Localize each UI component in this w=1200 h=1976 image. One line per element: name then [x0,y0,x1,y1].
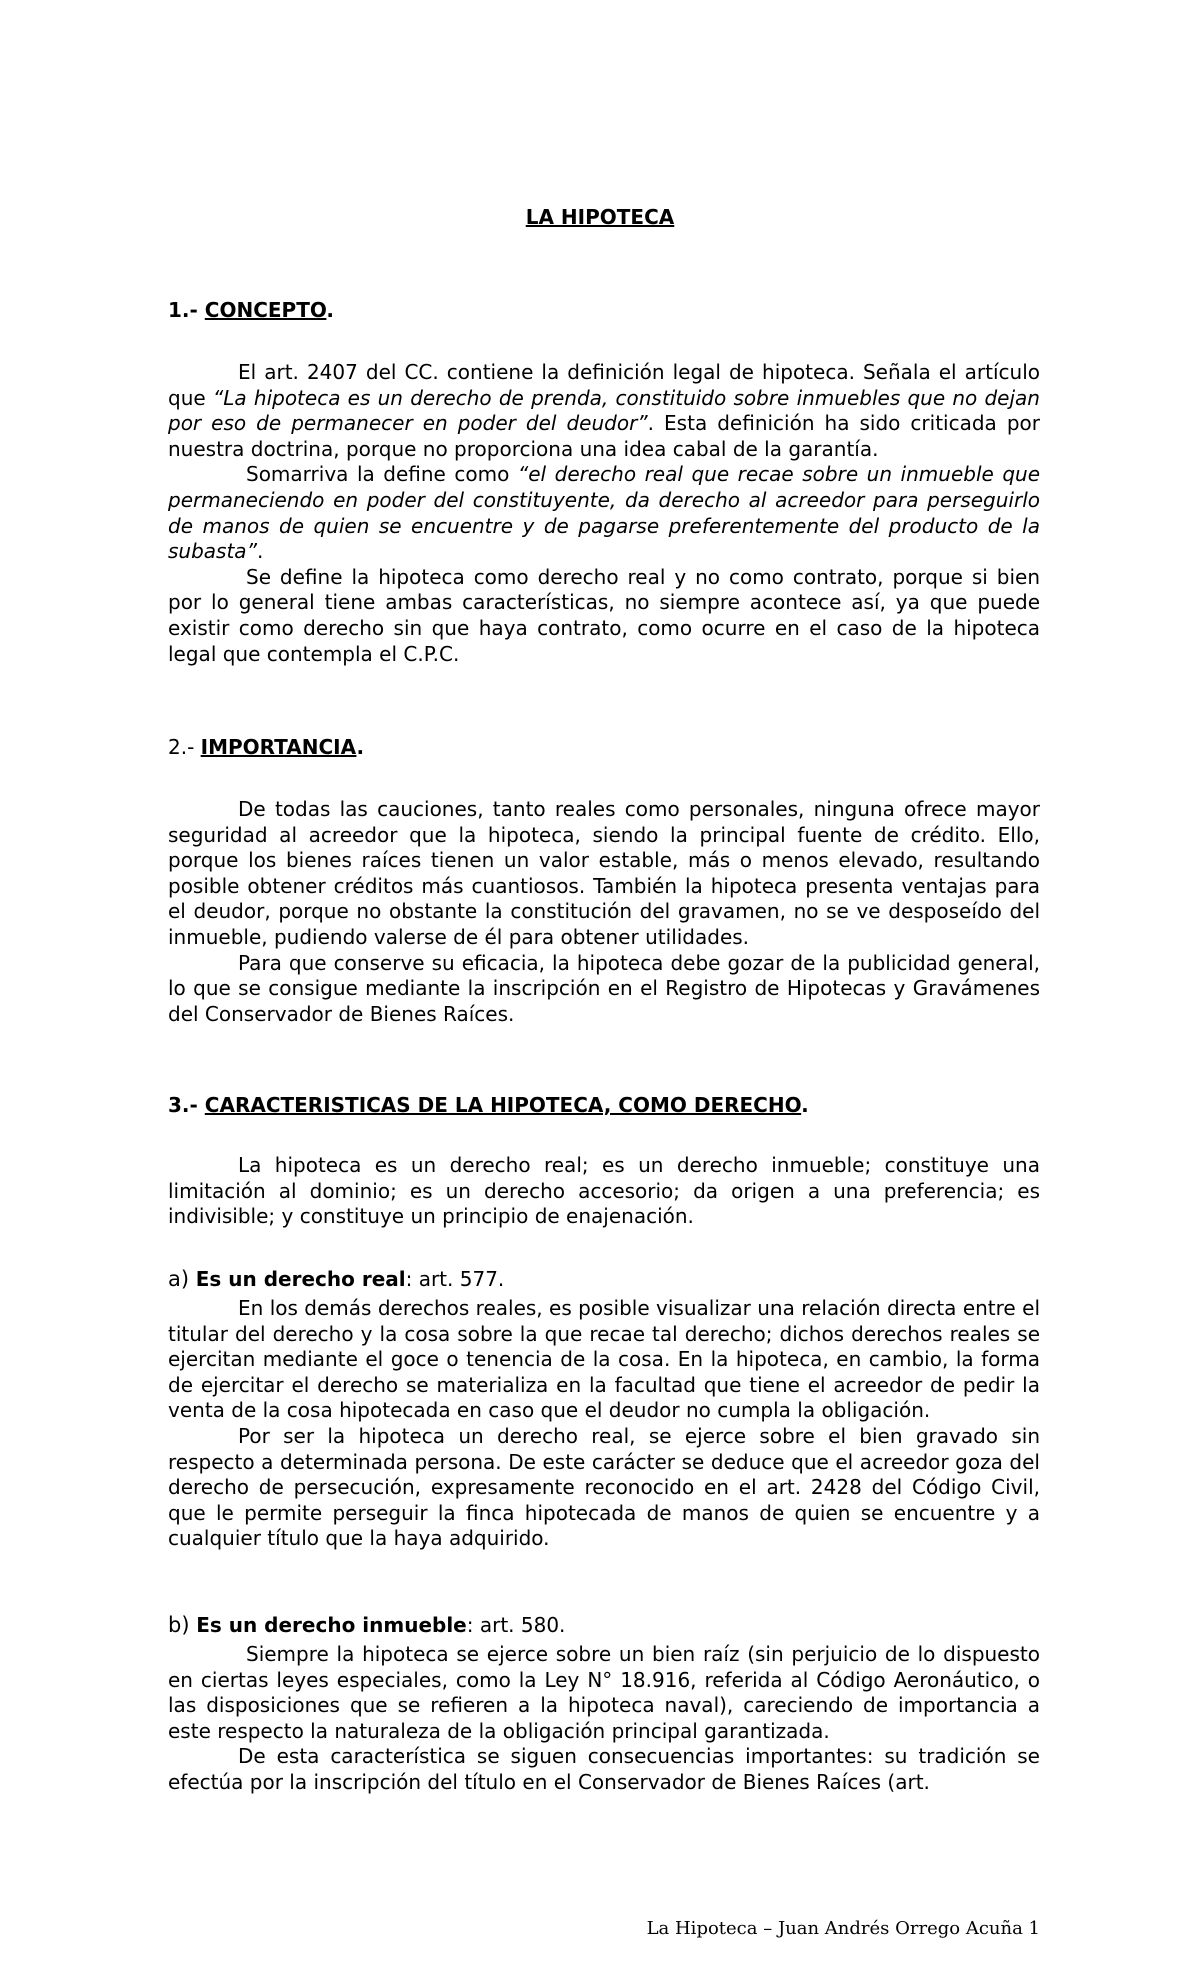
section-title: CONCEPTO [204,298,327,322]
paragraph: Se define la hipoteca como derecho real y no como contrato, porque si bien por lo general tiene ambas características, no siempre acontece así, ya que puede existir como derecho sin que haya contrato, como ocurre en el caso de la hipoteca legal que contempla el C.P.C. [168,564,1040,666]
subsection-heading-derecho-inmueble [168,1613,565,1637]
section-title: CARACTERISTICAS DE LA HIPOTECA, COMO DERECHO [204,1093,802,1117]
page-footer: La Hipoteca – Juan Andrés Orrego Acuña 1 [646,1918,1040,1939]
section-number: 3.- [168,1093,205,1117]
subsection-body-derecho-real [168,1296,1040,1552]
section-heading-importancia [168,735,364,759]
subsection-letter: b) [168,1613,197,1637]
section-period: . [356,735,365,759]
document-title: LA HIPOTECA [525,205,675,229]
paragraph: De esta característica se siguen consecuencias importantes: su tradición se efectúa por la inscripción del título en el Conservador de Bienes Raíces (art. [168,1744,1040,1794]
section-number: 2.- [168,735,201,759]
paragraph: Siempre la hipoteca se ejerce sobre un bien raíz (sin perjuicio de lo dispuesto en ciertas leyes especiales, como la Ley N° 18.916, referida al Código Aeronáutico, o las disposiciones que se refieren a la hipoteca naval), careciendo de importancia a este respecto la naturaleza de la obligación principal garantizada. [168,1642,1040,1743]
subsection-reference: : art. 580. [466,1613,566,1637]
section-number: 1.- [168,298,205,322]
paragraph: Para que conserve su eficacia, la hipoteca debe gozar de la publicidad general, lo que se consigue mediante la inscripción en el Registro de Hipotecas y Gravámenes del Conservador de Bienes Raíces. [168,950,1040,1026]
paragraph [168,360,1040,462]
subsection-body-derecho-inmueble [168,1642,1040,1796]
paragraph [168,462,1040,564]
section-period: . [801,1093,809,1117]
paragraph-text: . [256,539,264,564]
subsection-letter: a) [168,1267,196,1291]
subsection-heading-derecho-real [168,1267,504,1291]
paragraph-text: El art. 2407 del CC. contiene la definición legal de hipoteca. Señala el artículo que [168,360,1040,410]
section-period: . [326,298,335,322]
subsection-reference: : art. 577. [405,1267,505,1291]
section-body-importancia [168,797,1040,1027]
subsection-title: Es un derecho real [195,1267,406,1291]
section-title: IMPORTANCIA [200,735,357,759]
section-body-caracteristicas [168,1153,1040,1230]
legal-quote: “La hipoteca es un derecho de prenda, constituido sobre inmuebles que no dejan por eso de permanecer en poder del deudor” [168,385,1040,436]
paragraph-text: Somarriva la define como [246,462,518,487]
paragraph: La hipoteca es un derecho real; es un derecho inmueble; constituye una limitación al dominio; es un derecho accesorio; da origen a una preferencia; es indivisible; y constituye un principio de enajenación. [168,1153,1040,1229]
section-heading-concepto [168,298,334,322]
paragraph: Por ser la hipoteca un derecho real, se ejerce sobre el bien gravado sin respecto a determinada persona. De este carácter se deduce que el acreedor goza del derecho de persecución, expresamente reconocido en el art. 2428 del Código Civil, que le permite perseguir la finca hipotecada de manos de quien se encuentre y a cualquier título que la haya adquirido. [168,1423,1040,1551]
doctrine-quote: “el derecho real que recae sobre un inmueble que permaneciendo en poder del constituyente, da derecho al acreedor para perseguirlo de manos de quien se encuentre y de pagarse preferentemente del producto de la subasta” [168,462,1041,564]
subsection-title: Es un derecho inmueble [196,1613,467,1637]
section-heading-caracteristicas [168,1093,809,1117]
paragraph: En los demás derechos reales, es posible visualizar una relación directa entre el titular del derecho y la cosa sobre la que recae tal derecho; dichos derechos reales se ejercitan mediante el goce o tenencia de la cosa. En la hipoteca, en cambio, la forma de ejercitar el derecho se materializa en la facultad que tiene el acreedor de pedir la venta de la cosa hipotecada en caso que el deudor no cumpla la obligación. [168,1296,1040,1423]
section-body-concepto [168,360,1040,667]
paragraph-text: . Esta definición ha sido criticada por nuestra doctrina, porque no proporciona una idea cabal de la garantía. [168,411,1040,461]
paragraph: De todas las cauciones, tanto reales como personales, ninguna ofrece mayor seguridad al acreedor que la hipoteca, siendo la principal fuente de crédito. Ello, porque los bienes raíces tienen un valor estable, más o menos elevado, resultando posible obtener créditos más cuantiosos. También la hipoteca presenta ventajas para el deudor, porque no obstante la constitución del gravamen, no se ve desposeído del inmueble, pudiendo valerse de él para obtener utilidades. [168,797,1040,949]
